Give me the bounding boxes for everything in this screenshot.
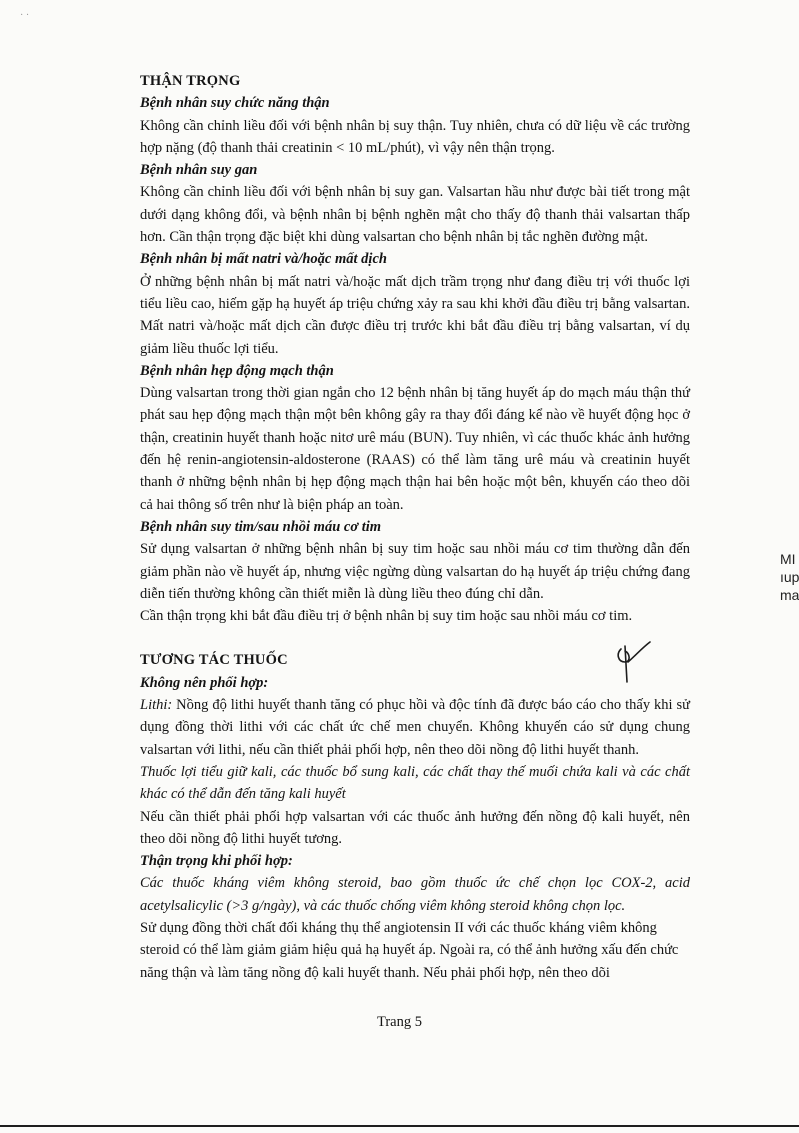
paragraph-mat-natri: Ở những bệnh nhân bị mất natri và/hoặc mất dịch trầm trọng như đang điều trị với thuốc lợi tiểu liều cao, hiếm gặp hạ huyết áp triệu chứng xảy ra sau khi khởi đầu điều trị bằng valsartan. Mất natri và/hoặc mất dịch cần được điều trị trước khi bắt đầu điều trị bằng valsartan, ví dụ giảm liều thuốc lợi tiểu. bbox=[140, 273, 690, 357]
handwritten-signature-icon bbox=[612, 640, 656, 686]
heading-khong-phoi-hop: Không nên phối hợp: bbox=[140, 674, 269, 691]
paragraph-suy-tim-2: Cần thận trọng khi bắt đầu điều trị ở bệnh nhân bị suy tim hoặc sau nhồi máu cơ tim. bbox=[140, 608, 633, 625]
paragraph-suy-than: Không cần chỉnh liều đối với bệnh nhân bị suy thận. Tuy nhiên, chưa có dữ liệu về các trường hợp nặng (độ thanh thải creatinin < 10 mL/phút), vì vậy nên thận trọng. bbox=[140, 117, 690, 156]
lithi-text: Nồng độ lithi huyết thanh tăng có phục hồi và độc tính đã được báo cáo cho thấy khi sử dụng đồng thời lithi với các chất ức chế men chuyển. Không khuyến cáo sử dụng chung valsartan với lithi, nếu cần thiết phải phối hợp, nên theo dõi nồng độ lithi huyết thanh. bbox=[140, 697, 690, 758]
paragraph-kali: Nếu cần thiết phải phối hợp valsartan với các thuốc ảnh hưởng đến nồng độ kali huyết, nên theo dõi nồng độ lithi huyết tương. bbox=[140, 808, 690, 847]
margin-fragment: ıup bbox=[780, 569, 799, 585]
heading-suy-gan: Bệnh nhân suy gan bbox=[140, 162, 258, 179]
heading-suy-tim: Bệnh nhân suy tim/sau nhồi máu cơ tim bbox=[140, 518, 382, 535]
section-title-tuong-tac: TƯƠNG TÁC THUỐC bbox=[140, 652, 288, 669]
heading-suy-than: Bệnh nhân suy chức năng thận bbox=[140, 95, 330, 112]
margin-fragment: MI bbox=[780, 551, 796, 567]
margin-fragments bbox=[780, 550, 799, 604]
heading-than-trong-phoi-hop: Thận trọng khi phối hợp: bbox=[140, 853, 293, 870]
section-title-than-trong: THẬN TRỌNG bbox=[140, 73, 241, 89]
page-content bbox=[140, 70, 690, 984]
lithi-label: Lithi: bbox=[140, 697, 173, 714]
paragraph-nsaid: Sử dụng đồng thời chất đối kháng thụ thể angiotensin II với các thuốc kháng viêm không steroid có thể làm giảm giảm hiệu quả hạ huyết áp. Ngoài ra, có thể ảnh hưởng xấu đến chức năng thận và làm tăng nồng độ kali huyết thanh. Nếu phải phối hợp, nên theo dõi bbox=[140, 919, 679, 981]
margin-fragment: ma bbox=[780, 587, 799, 603]
heading-mat-natri: Bệnh nhân bị mất natri và/hoặc mất dịch bbox=[140, 251, 387, 268]
heading-hep-dong-mach: Bệnh nhân hẹp động mạch thận bbox=[140, 362, 334, 379]
bottom-rule bbox=[0, 1125, 799, 1127]
paragraph-lithi bbox=[140, 694, 690, 761]
section-gap bbox=[140, 627, 690, 649]
heading-kali: Thuốc lợi tiểu giữ kali, các thuốc bổ sung kali, các chất thay thế muối chứa kali và các chất khác có thể dẫn đến tăng kali huyết bbox=[140, 763, 690, 803]
paragraph-suy-tim: Sử dụng valsartan ở những bệnh nhân bị suy tim hoặc sau nhồi máu cơ tim thường dẫn đến giảm phần nào về huyết áp, nhưng việc ngừng dùng valsartan do hạ huyết áp triệu chứng đang diễn tiến thường không cần thiết miễn là dùng liều theo đúng chỉ dẫn. bbox=[140, 541, 690, 602]
heading-nsaid: Các thuốc kháng viêm không steroid, bao gồm thuốc ức chế chọn lọc COX-2, acid acetylsalicylic (>3 g/ngày), và các thuốc chống viêm không steroid không chọn lọc. bbox=[140, 875, 690, 914]
paragraph-hep-dong-mach: Dùng valsartan trong thời gian ngắn cho 12 bệnh nhân bị tăng huyết áp do mạch máu thận thứ phát sau hẹp động mạch thận một bên không gây ra thay đổi đáng kể nào về huyết động học ở thận, creatinin huyết thanh hoặc nitơ urê máu (BUN). Tuy nhiên, vì các thuốc khác ảnh hưởng đến hệ renin-angiotensin-aldosterone (RAAS) có thể làm tăng urê máu và creatinin huyết thanh ở những bệnh nhân bị hẹp động mạch thận hai bên hoặc một bên, khuyến cáo theo dõi cả hai thông số trên như là biện pháp an toàn. bbox=[140, 385, 690, 513]
paragraph-suy-gan: Không cần chỉnh liều đối với bệnh nhân bị suy gan. Valsartan hầu như được bài tiết trong mật dưới dạng không đổi, và bệnh nhân bị bệnh nghẽn mật cho thấy độ thanh thải valsartan thấp hơn. Cần thận trọng đặc biệt khi dùng valsartan cho bệnh nhân bị tắc nghẽn đường mật. bbox=[140, 184, 690, 246]
page-number: Trang 5 bbox=[377, 1014, 422, 1030]
scan-dots: · · bbox=[20, 10, 30, 21]
